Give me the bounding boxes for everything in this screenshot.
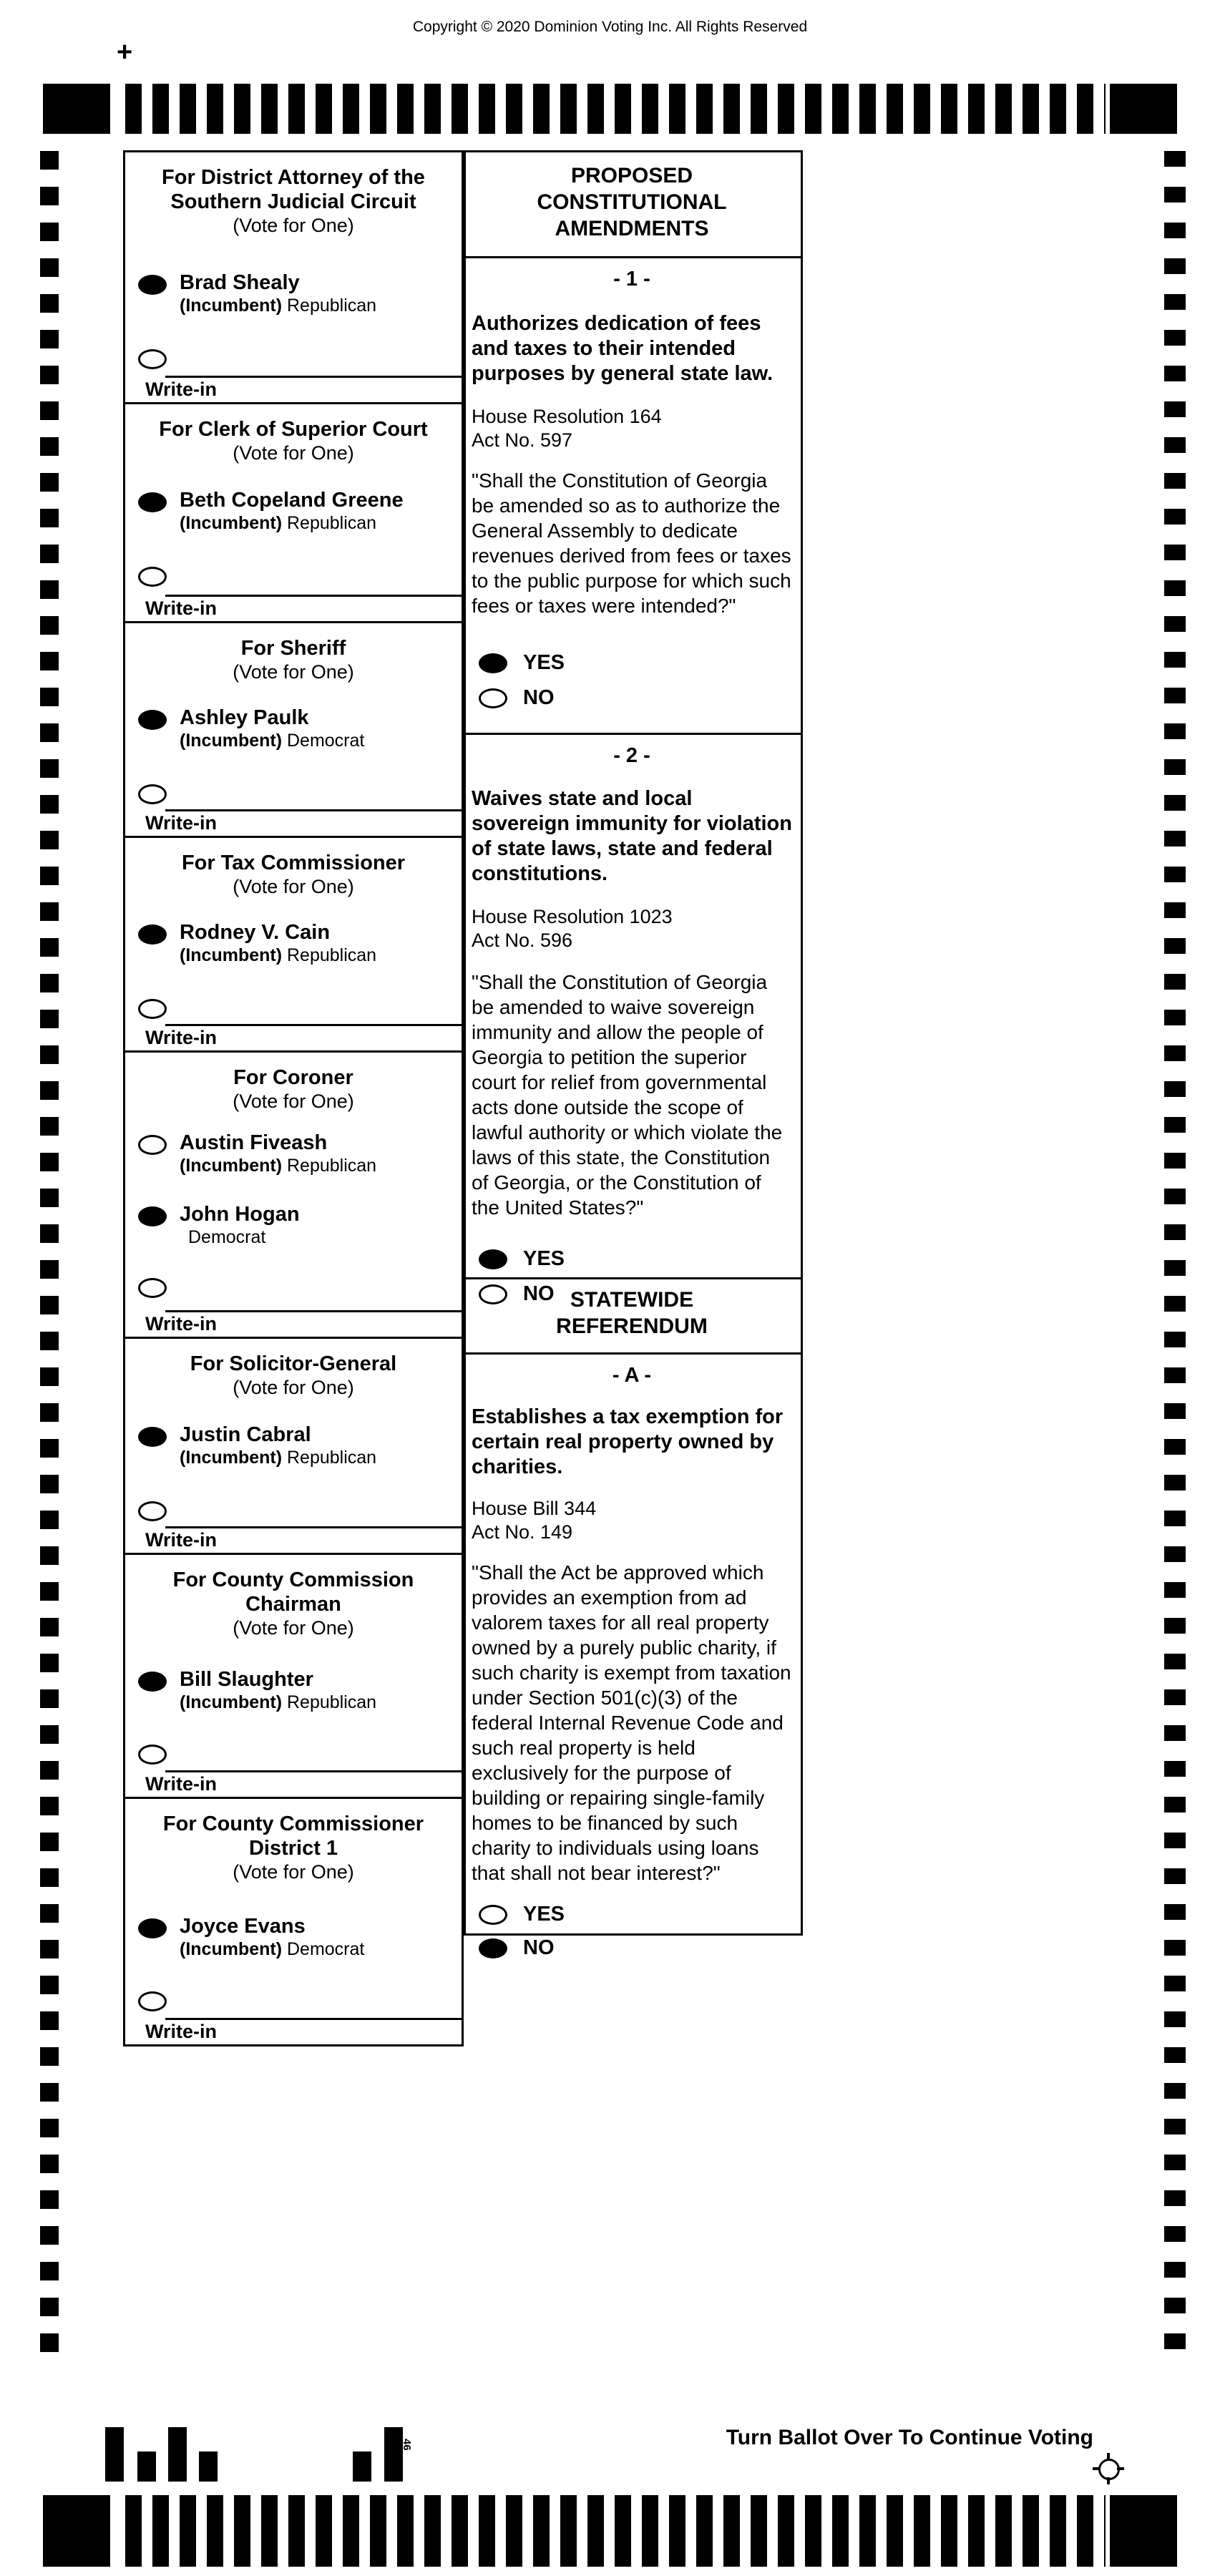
- yes-label: YES: [523, 1903, 565, 1926]
- candidate-detail: [180, 295, 376, 316]
- timing-corner-block-bottom-left: [43, 2495, 110, 2567]
- timing-corner-block-bottom-right: [1110, 2495, 1177, 2567]
- vote-for-note: (Vote for One): [233, 1091, 354, 1112]
- candidate-detail: [180, 1692, 376, 1713]
- bubble-joyce-evans[interactable]: [138, 1918, 167, 1938]
- write-in-row: [138, 780, 462, 804]
- measure-ref: House Resolution 1023: [472, 906, 673, 927]
- no-option-row: [479, 1936, 792, 1960]
- measure-summary: Establishes a tax exemption for certain real property owned by charities.: [472, 1405, 784, 1478]
- bubble-write-in-commission-chairman[interactable]: [138, 1745, 167, 1765]
- ballot-id-bar: [384, 2427, 403, 2482]
- no-label: NO: [523, 1936, 555, 1959]
- write-in-label: Write-in: [145, 1773, 217, 1795]
- contest-commissioner-district-1: [123, 1797, 464, 2046]
- ballot-serial-mark: 46: [401, 2439, 413, 2451]
- measures-column: [464, 150, 803, 1959]
- referendum-section-header: [466, 1279, 801, 1355]
- contest-tax-commissioner: [123, 836, 464, 1053]
- candidate-detail: [180, 1226, 300, 1248]
- candidate-name: Brad Shealy: [180, 271, 300, 294]
- candidate-info: [180, 920, 376, 966]
- candidate-name: Joyce Evans: [180, 1915, 306, 1938]
- amendment-1-yes-bubble[interactable]: [479, 653, 507, 673]
- referendum-a-no-bubble[interactable]: [479, 1938, 507, 1958]
- yes-label: YES: [523, 651, 565, 674]
- write-in-line[interactable]: [165, 1310, 462, 1312]
- measure-summary: Waives state and local sovereign immunity for violation of state laws, state and federal constitutions.: [472, 787, 792, 885]
- party-label: Democrat: [287, 1939, 365, 1959]
- measure-ref: Act No. 597: [472, 429, 573, 451]
- candidate-info: [180, 1423, 376, 1468]
- candidate-detail: [180, 1938, 364, 1960]
- contest-sheriff: [123, 621, 464, 838]
- party-label: Republican: [287, 1448, 377, 1468]
- measure-ref: Act No. 596: [472, 930, 573, 951]
- bubble-write-in-commissioner-district-1[interactable]: [138, 1991, 167, 2011]
- candidate-name: Ashley Paulk: [180, 706, 309, 729]
- candidate-detail: [180, 1155, 376, 1176]
- measure-ref: House Bill 344: [472, 1498, 597, 1519]
- contest-title: For Sheriff: [240, 637, 346, 660]
- timing-corner-block-top-right: [1110, 84, 1177, 134]
- contest-clerk-superior-court: [123, 402, 464, 623]
- amendment-1-no-bubble[interactable]: [479, 688, 507, 708]
- measure-ref: Act No. 149: [472, 1521, 573, 1543]
- bubble-write-in-solicitor-general[interactable]: [138, 1501, 167, 1521]
- bubble-justin-cabral[interactable]: [138, 1427, 167, 1447]
- no-label: NO: [523, 1282, 555, 1305]
- measure-number: - 2 -: [613, 744, 650, 767]
- contest-solicitor-general: [123, 1337, 464, 1555]
- yes-label: YES: [523, 1247, 565, 1270]
- write-in-row: [138, 995, 462, 1019]
- vote-for-note: (Vote for One): [233, 876, 354, 897]
- contest-district-attorney: [123, 150, 464, 404]
- party-label: Republican: [287, 296, 377, 316]
- write-in-row: [138, 1497, 462, 1521]
- bubble-bill-slaughter[interactable]: [138, 1672, 167, 1692]
- ballot-id-bar: [168, 2427, 187, 2482]
- write-in-line[interactable]: [165, 595, 462, 597]
- candidate-info: [180, 1914, 364, 1960]
- timing-marks-bottom: [125, 2495, 1106, 2567]
- bubble-austin-fiveash[interactable]: [138, 1135, 167, 1155]
- party-label: Democrat: [287, 731, 365, 751]
- amendment-2-yes-bubble[interactable]: [479, 1249, 507, 1269]
- timing-corner-block-top-left: [43, 84, 110, 134]
- contest-title-line2: District 1: [248, 1837, 338, 1860]
- section-header-line: STATEWIDE: [570, 1288, 694, 1312]
- candidate-row: [138, 1667, 462, 1713]
- measure-summary: Authorizes dedication of fees and taxes to their intended purposes by general state law.: [472, 312, 774, 385]
- write-in-label: Write-in: [145, 1529, 217, 1551]
- section-header-line: REFERENDUM: [556, 1314, 708, 1338]
- contest-title: For Tax Commissioner: [181, 852, 406, 874]
- vote-for-note: (Vote for One): [233, 442, 354, 464]
- incumbent-tag: (Incumbent): [180, 945, 283, 965]
- candidate-info: [180, 706, 364, 751]
- yes-option-row: [479, 1903, 792, 1926]
- incumbent-tag: (Incumbent): [180, 1692, 283, 1712]
- incumbent-tag: (Incumbent): [180, 1156, 283, 1176]
- candidate-info: [180, 1131, 376, 1176]
- write-in-label: Write-in: [145, 1027, 217, 1048]
- write-in-row: [138, 562, 462, 587]
- party-label: Republican: [287, 1156, 377, 1176]
- party-label: Republican: [287, 1692, 377, 1712]
- candidate-name: Justin Cabral: [180, 1423, 311, 1446]
- yes-option-row: [479, 651, 792, 675]
- party-label: Republican: [287, 513, 377, 533]
- write-in-row: [138, 1274, 462, 1298]
- vote-for-note: (Vote for One): [233, 215, 354, 236]
- candidate-info: [180, 270, 376, 316]
- candidate-info: [180, 488, 404, 534]
- write-in-label: Write-in: [145, 1313, 217, 1335]
- party-label: Democrat: [188, 1227, 266, 1247]
- write-in-line[interactable]: [165, 376, 462, 378]
- measure-number: - 1 -: [613, 268, 650, 291]
- candidate-detail: [180, 945, 376, 966]
- registration-target-icon: [1093, 2453, 1124, 2484]
- candidate-row: [138, 1423, 462, 1468]
- bubble-ashley-paulk[interactable]: [138, 710, 167, 730]
- vote-for-note: (Vote for One): [233, 661, 354, 683]
- ballot-id-bar: [137, 2451, 156, 2482]
- candidate-row: [138, 270, 462, 316]
- candidate-detail: [180, 512, 404, 534]
- vote-for-note: (Vote for One): [233, 1377, 354, 1398]
- no-option-row: [479, 686, 792, 710]
- measure-ref: House Resolution 164: [472, 406, 662, 427]
- registration-plus-icon: +: [117, 37, 133, 67]
- candidate-info: [180, 1667, 376, 1713]
- write-in-row: [138, 1740, 462, 1765]
- amendment-2-no-bubble[interactable]: [479, 1284, 507, 1304]
- measure-question: "Shall the Constitution of Georgia be amended so as to authorize the General Assembly to dedicate revenues derived from fees or taxes to the public purpose for which such fees or taxes were intended?": [472, 469, 791, 617]
- contest-title: For County Commission: [172, 1568, 414, 1591]
- candidate-detail: [180, 1447, 376, 1468]
- measure-question: "Shall the Act be approved which provides an exemption from ad valorem taxes for all real property owned by a purely public charity, if such charity is exempt from taxation under Section 501(c)(3) of the federal Internal Revenue Code and such real property is held exclusively for the purpose of building or repairing single-family homes to be financed by such charity to individuals using loans that shall not bear interest?": [472, 1561, 791, 1884]
- measure-number: - A -: [612, 1364, 652, 1387]
- bubble-write-in-district-attorney[interactable]: [138, 349, 167, 369]
- write-in-row: [138, 345, 462, 369]
- contest-commission-chairman: [123, 1553, 464, 1799]
- timing-marks-top: [125, 84, 1106, 134]
- measure-amendment-1: [466, 268, 801, 735]
- candidate-row: [138, 1914, 462, 1960]
- section-header-line: AMENDMENTS: [555, 217, 709, 240]
- section-header-line: PROPOSED: [570, 164, 693, 187]
- contest-title: For Solicitor-General: [190, 1352, 397, 1375]
- write-in-label: Write-in: [145, 2021, 217, 2042]
- candidate-name: Rodney V. Cain: [180, 921, 331, 944]
- contest-title: For Clerk of Superior Court: [159, 418, 428, 441]
- write-in-label: Write-in: [145, 812, 217, 834]
- candidate-info: [180, 1202, 300, 1248]
- ballot-id-bar: [353, 2451, 371, 2482]
- write-in-line[interactable]: [165, 809, 462, 811]
- candidate-row: [138, 488, 462, 534]
- write-in-label: Write-in: [145, 597, 217, 619]
- contest-title-line2: Southern Judicial Circuit: [170, 190, 416, 213]
- turn-ballot-over-text: Turn Ballot Over To Continue Voting: [726, 2426, 1093, 2449]
- vote-for-note: (Vote for One): [233, 1617, 354, 1639]
- incumbent-tag: (Incumbent): [180, 1448, 283, 1468]
- bubble-john-hogan[interactable]: [138, 1206, 167, 1226]
- timing-marks-right: [1164, 151, 1186, 2369]
- incumbent-tag: (Incumbent): [180, 296, 283, 316]
- contest-title: For District Attorney of the: [162, 166, 425, 189]
- candidate-detail: [180, 730, 364, 751]
- bubble-brad-shealy[interactable]: [138, 275, 167, 295]
- candidate-row: [138, 706, 462, 751]
- copyright-line: Copyright © 2020 Dominion Voting Inc. All Rights Reserved: [412, 19, 808, 35]
- bubble-beth-copeland-greene[interactable]: [138, 492, 167, 512]
- contest-title-line2: Chairman: [245, 1593, 341, 1616]
- candidate-name: Austin Fiveash: [180, 1131, 328, 1154]
- candidate-name: Bill Slaughter: [180, 1668, 313, 1691]
- bubble-write-in-coroner[interactable]: [138, 1278, 167, 1298]
- vote-for-note: (Vote for One): [233, 1861, 354, 1883]
- referendum-a-yes-bubble[interactable]: [479, 1905, 507, 1925]
- candidate-row: [138, 1131, 462, 1176]
- contest-coroner: [123, 1050, 464, 1339]
- write-in-line[interactable]: [165, 1526, 462, 1528]
- measure-referendum-a: [466, 1364, 801, 1959]
- write-in-line[interactable]: [165, 2018, 462, 2020]
- incumbent-tag: (Incumbent): [180, 1939, 283, 1959]
- write-in-row: [138, 1987, 462, 2011]
- bubble-write-in-clerk[interactable]: [138, 567, 167, 587]
- write-in-line[interactable]: [165, 1770, 462, 1772]
- candidate-row: [138, 1202, 462, 1248]
- write-in-line[interactable]: [165, 1024, 462, 1026]
- yes-option-row: [479, 1247, 792, 1271]
- candidate-name: John Hogan: [180, 1203, 300, 1226]
- contests-column: [123, 150, 464, 2046]
- incumbent-tag: (Incumbent): [180, 731, 283, 751]
- no-label: NO: [523, 686, 555, 709]
- section-header-line: CONSTITUTIONAL: [537, 190, 727, 214]
- contest-title: For County Commissioner: [162, 1813, 424, 1835]
- bubble-rodney-cain[interactable]: [138, 924, 167, 945]
- bubble-write-in-tax-commissioner[interactable]: [138, 999, 167, 1019]
- candidate-row: [138, 920, 462, 966]
- amendments-section-header: [466, 152, 801, 258]
- contest-title: For Coroner: [233, 1066, 353, 1089]
- bubble-write-in-sheriff[interactable]: [138, 784, 167, 804]
- ballot-id-bar: [199, 2451, 218, 2482]
- party-label: Republican: [287, 945, 377, 965]
- timing-marks-left: [40, 151, 59, 2369]
- incumbent-tag: (Incumbent): [180, 513, 283, 533]
- candidate-name: Beth Copeland Greene: [180, 489, 404, 512]
- write-in-label: Write-in: [145, 379, 217, 400]
- ballot-id-bar: [105, 2427, 124, 2482]
- measure-question: "Shall the Constitution of Georgia be amended to waive sovereign immunity and allow the people of Georgia to petition the superior court for relief from governmental acts done outside the scope of lawful authority or which violate the laws of this state, the Constitution of Georgia, or the Constitution of the United States?": [472, 971, 783, 1219]
